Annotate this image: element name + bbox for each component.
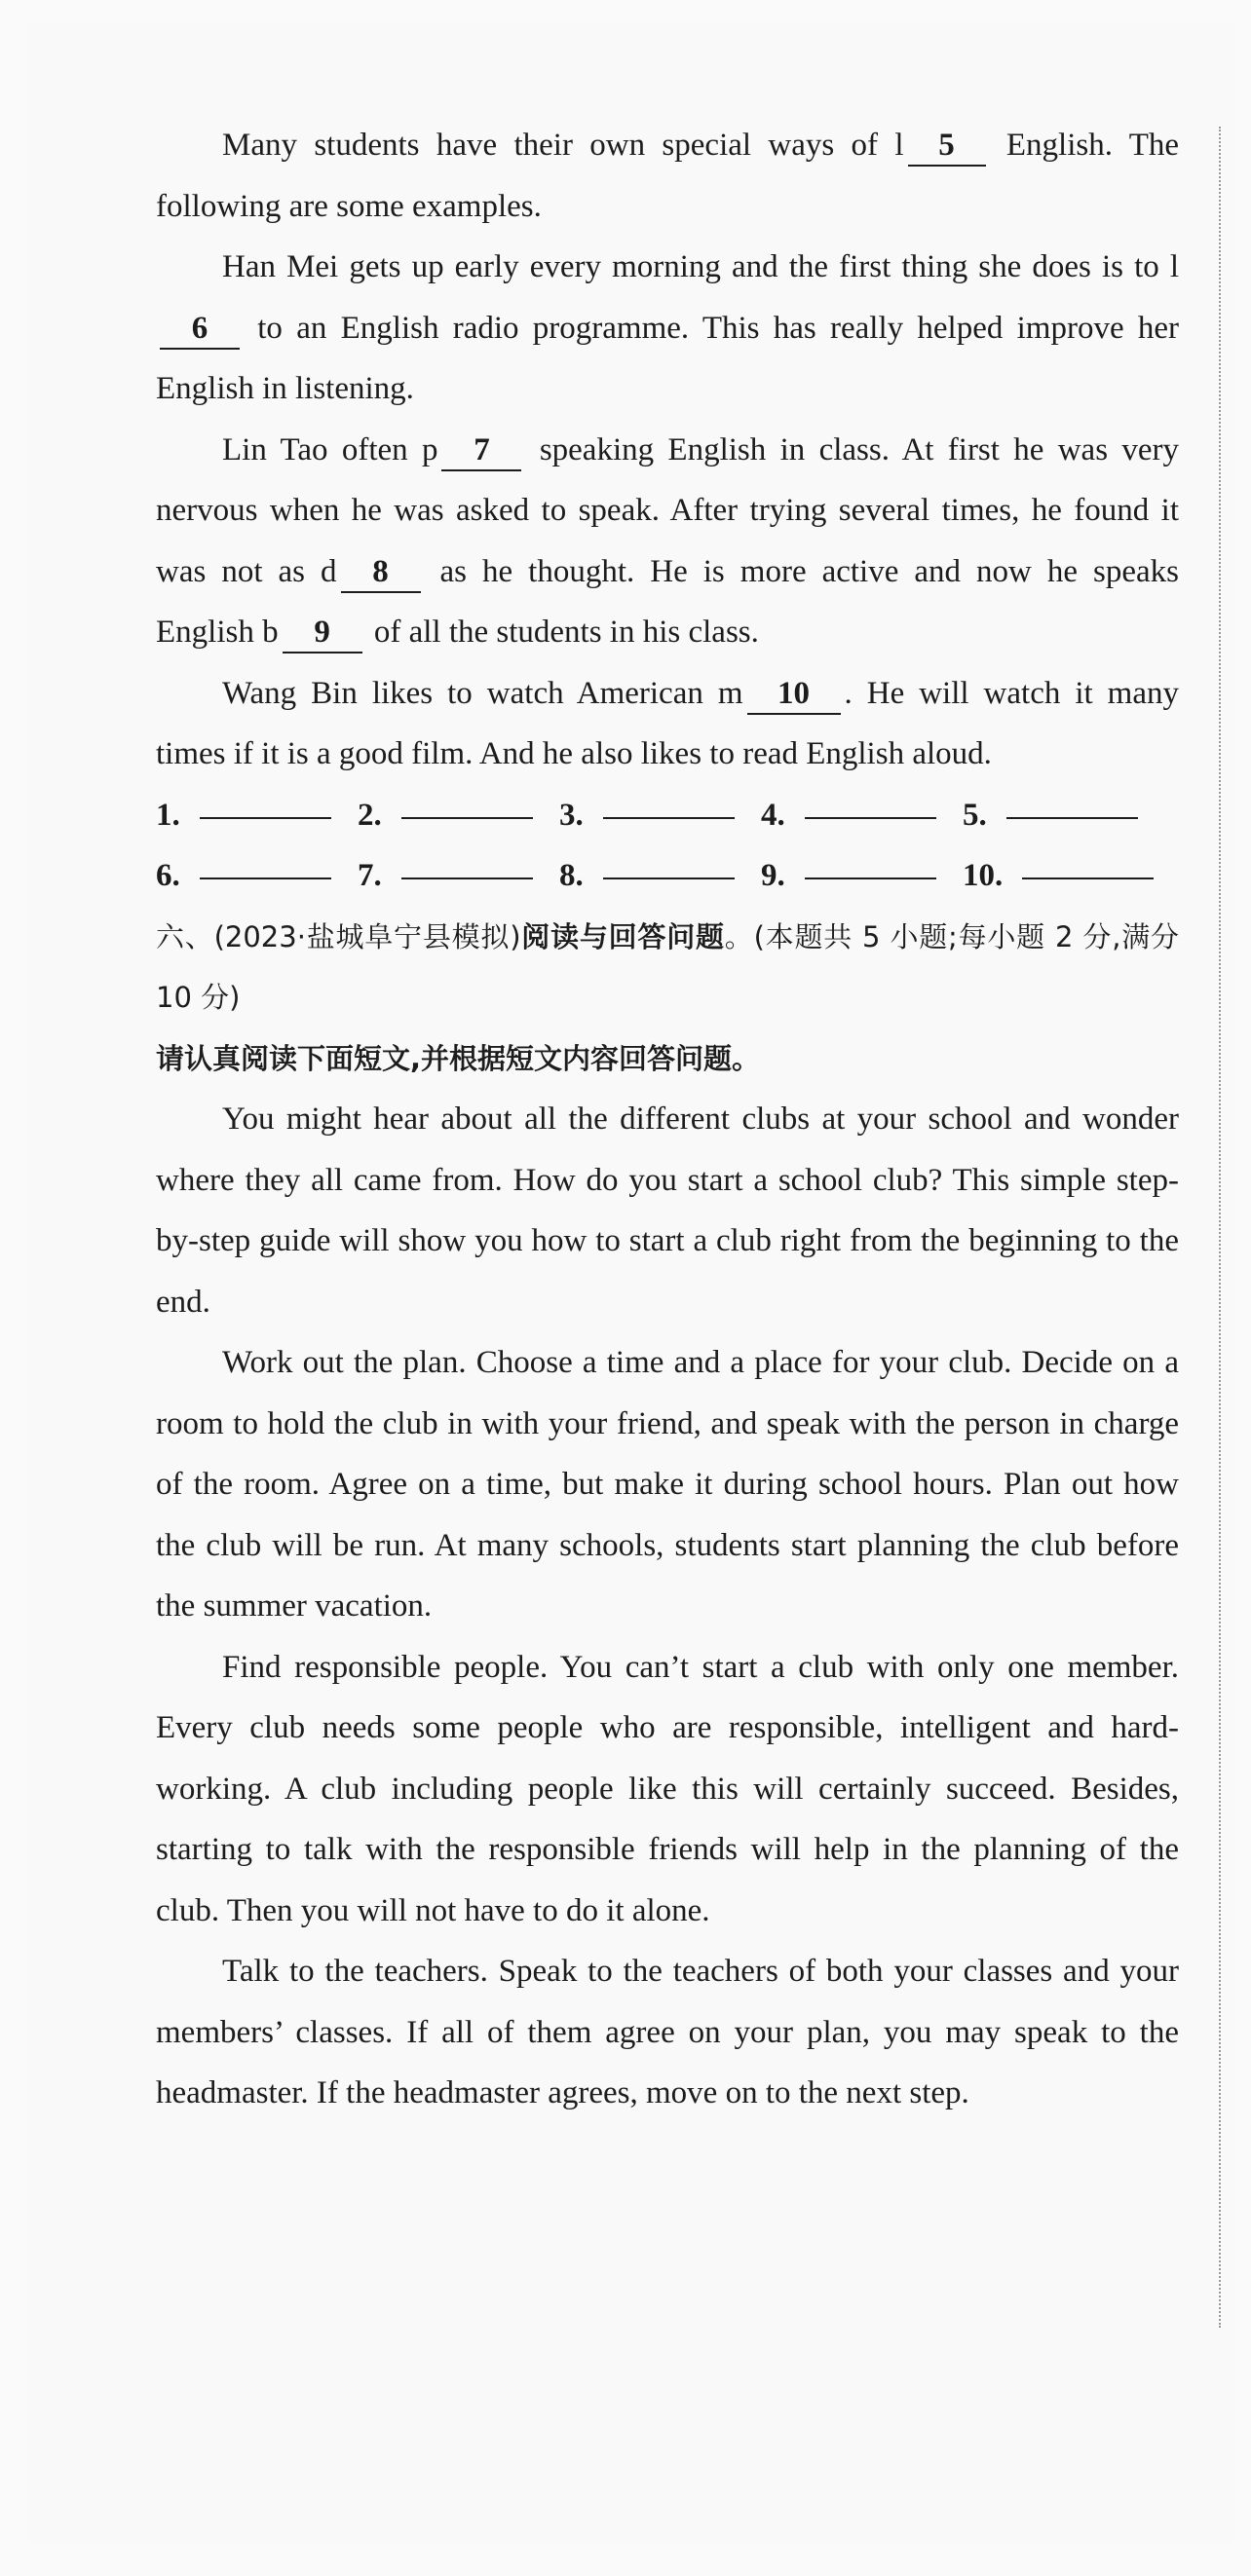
text: to an English radio programme. This has really helped improve her English in listening.: [156, 310, 1179, 406]
answer-field[interactable]: [1022, 877, 1154, 879]
text: of all the students in his class.: [373, 615, 759, 650]
answer-number: 10.: [963, 858, 1004, 893]
blank-5: 5: [908, 126, 986, 167]
answer-number: 8.: [559, 858, 584, 893]
passage2-paragraph-3: Find responsible people. You can’t start a club with only one member. Every club needs some people who are responsible, intelligent and hard-working. A club including people like this will certainly succeed. Besides, starting to talk with the responsible friends will help in the planning of the club. Then you will not have to do it alone.: [156, 1649, 1179, 1928]
section-source: (2023·盐城阜宁县模拟): [213, 919, 521, 953]
passage2-paragraph-2: Work out the plan. Choose a time and a place for your club. Decide on a room to hold the club in with your friend, and speak with the person in charge of the room. Agree on a time, but make it during school hours. Plan out how the club will be run. At many schools, students start planning the club before the summer vacation.: [156, 1345, 1179, 1624]
text: Many students have their own special ways of l: [222, 128, 904, 163]
answer-item: [559, 845, 761, 907]
text: Han Mei gets up early every morning and the first thing she does is to l: [222, 249, 1179, 284]
answer-number: 5.: [963, 797, 987, 833]
answer-field[interactable]: [200, 877, 331, 879]
answer-item: [559, 785, 761, 846]
passage2-paragraph-4: Talk to the teachers. Speak to the teachers of both your classes and your members’ classes. If all of them agree on your plan, you may speak to the headmaster. If the headmaster agrees, move on to the next step.: [156, 1954, 1179, 2110]
blank-6: 6: [160, 309, 240, 350]
answer-field[interactable]: [200, 817, 331, 819]
passage1-paragraph-1: [156, 115, 1179, 237]
answer-item: [963, 845, 1164, 907]
answer-field[interactable]: [401, 817, 533, 819]
blank-9: 9: [283, 613, 362, 653]
answer-item: [963, 785, 1164, 846]
text: Wang Bin likes to watch American m: [222, 675, 743, 711]
passage2-paragraph-1: You might hear about all the different clubs at your school and wonder where they all came from. How do you start a school club? This simple step-by-step guide will show you how to start a club right from the beginning to the end.: [156, 1101, 1179, 1320]
passage1-paragraph-3: [156, 420, 1179, 663]
answer-number: 2.: [358, 797, 382, 833]
answer-item: [761, 845, 963, 907]
answer-number: 1.: [156, 797, 180, 833]
section-6-heading: [156, 907, 1179, 1028]
answer-number: 6.: [156, 858, 180, 893]
blank-10: 10: [747, 674, 841, 715]
answer-field[interactable]: [805, 877, 936, 879]
answer-number: 3.: [559, 797, 584, 833]
text: . He will watch it many times if it is a good film. And he also likes to read English aloud.: [156, 675, 1179, 771]
answer-field[interactable]: [603, 817, 735, 819]
answer-field[interactable]: [1006, 817, 1138, 819]
section-title: 阅读与回答问题: [520, 919, 725, 953]
passage1-paragraph-2: [156, 237, 1179, 420]
answer-item: [156, 845, 358, 907]
answer-number: 7.: [358, 858, 382, 893]
answer-item: [358, 845, 559, 907]
answer-number: 4.: [761, 797, 785, 833]
text: speaking English in class. At first he was very nervous when he was asked to speak. After trying several times, he found it was not as d: [156, 431, 1179, 589]
section-number: 六、: [156, 919, 214, 953]
document-body: [156, 115, 1179, 2124]
answer-field[interactable]: [401, 877, 533, 879]
answer-item: [761, 785, 963, 846]
text: Lin Tao often p: [222, 431, 438, 467]
answer-field[interactable]: [603, 877, 735, 879]
blank-8: 8: [341, 552, 421, 593]
answer-row-2: [156, 845, 1179, 907]
answer-row-1: [156, 785, 1179, 846]
answer-field[interactable]: [805, 817, 936, 819]
margin-dotted-line: [1219, 127, 1221, 2328]
answer-item: [358, 785, 559, 846]
answer-number: 9.: [761, 858, 785, 893]
text: English. The following are some examples.: [156, 128, 1180, 224]
section-note: 。(本题共 5 小题;每小题 2 分,满分 10 分): [156, 919, 1179, 1014]
section-6-instruction: 请认真阅读下面短文,并根据短文内容回答问题。: [156, 1041, 761, 1075]
blank-7: 7: [441, 430, 521, 471]
passage1-paragraph-4: [156, 663, 1179, 785]
text: as he thought. He is more active and now he speaks English b: [156, 553, 1180, 650]
answer-item: [156, 785, 358, 846]
